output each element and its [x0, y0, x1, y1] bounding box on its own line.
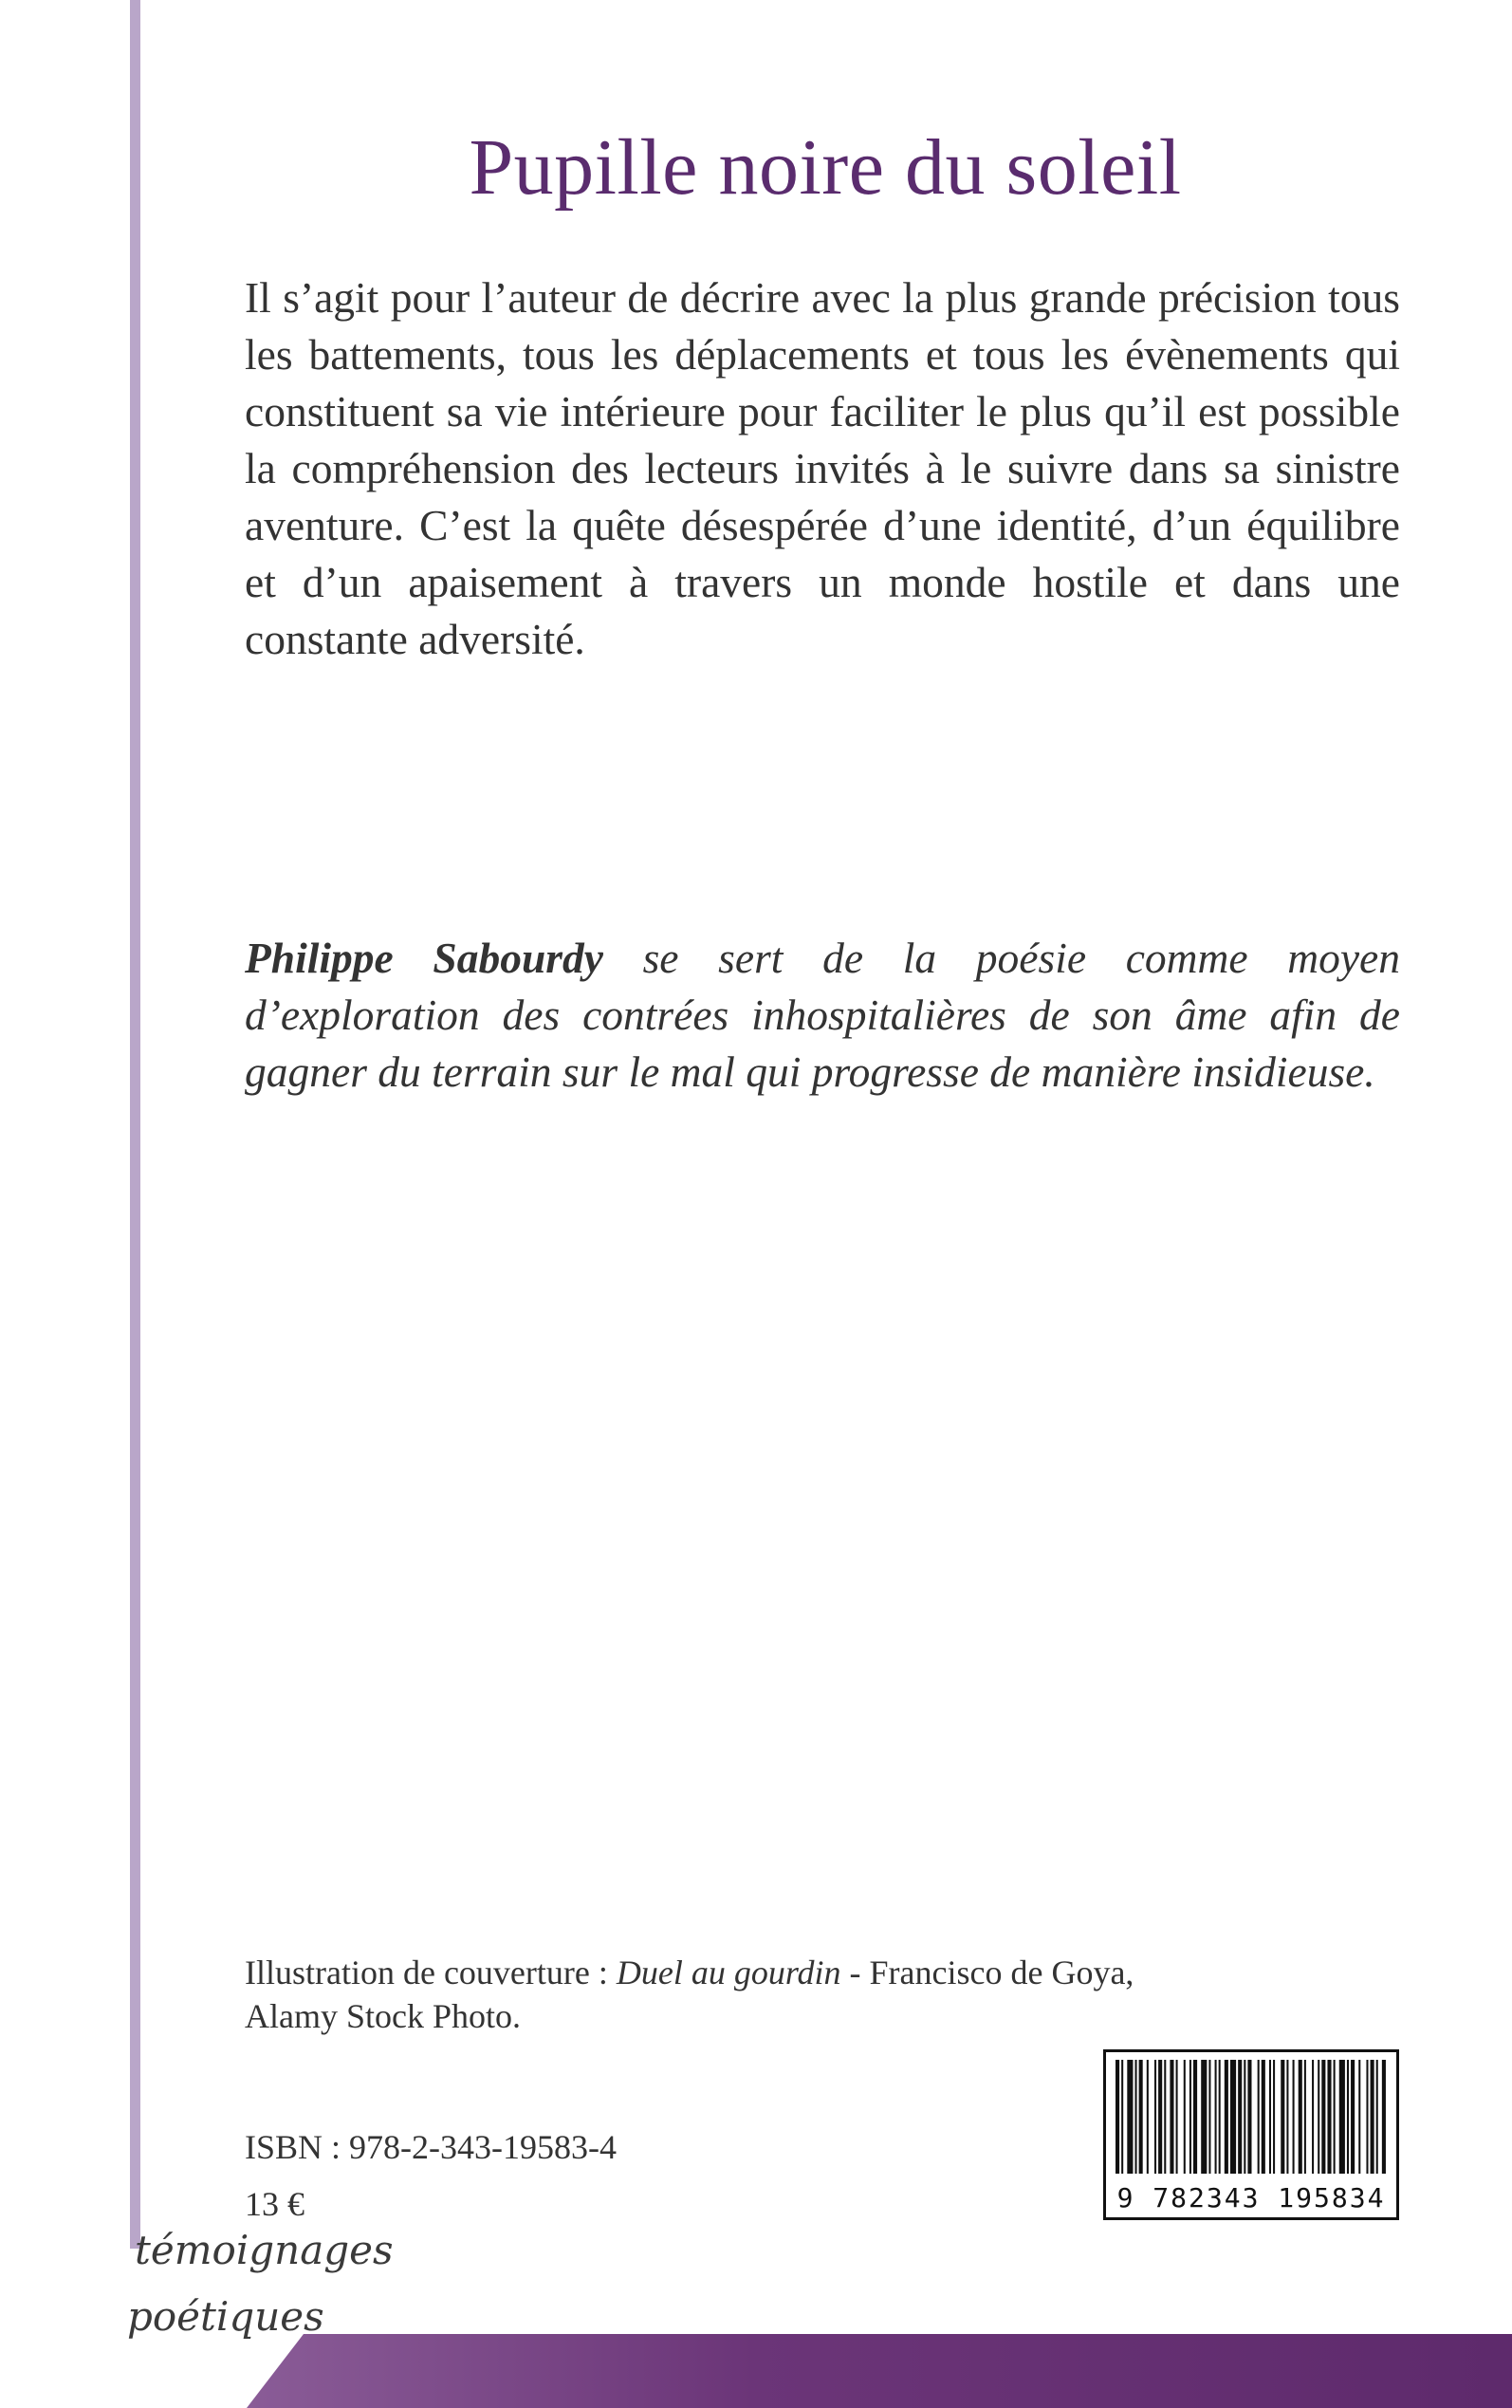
barcode-bar	[1238, 2060, 1242, 2174]
barcode-bar	[1184, 2060, 1186, 2174]
barcode-bar	[1164, 2060, 1166, 2174]
spine-accent-bar	[130, 0, 140, 2249]
author-bio	[245, 930, 1400, 1101]
barcode-bar	[1299, 2060, 1302, 2174]
book-title: Pupille noire du soleil	[469, 123, 1182, 212]
barcode-bar	[1176, 2060, 1178, 2174]
collection-logo	[121, 2224, 406, 2343]
barcode-bar	[1225, 2060, 1228, 2174]
barcode-bar	[1230, 2060, 1236, 2174]
barcode-bar	[1208, 2060, 1210, 2174]
barcode-bar	[1158, 2060, 1162, 2174]
barcode-bar	[1358, 2060, 1360, 2174]
barcode-bar	[1334, 2060, 1336, 2174]
barcode-bar	[1258, 2060, 1260, 2174]
barcode-bar	[1347, 2060, 1349, 2174]
barcode-bar	[1304, 2060, 1306, 2174]
barcode-digits: 9 782343 195834	[1116, 2182, 1386, 2214]
barcode-bar	[1286, 2060, 1288, 2174]
barcode-bar	[1215, 2060, 1217, 2174]
barcode-bar	[1116, 2060, 1119, 2174]
price: 13 €	[245, 2185, 304, 2223]
barcode-bar	[1293, 2060, 1295, 2174]
credit-work-title: Duel au gourdin	[616, 1954, 841, 1991]
barcode-bar	[1219, 2060, 1221, 2174]
barcode-bar	[1366, 2060, 1368, 2174]
barcode-bar	[1281, 2060, 1284, 2174]
barcode-bar	[1147, 2060, 1149, 2174]
barcode-bar	[1135, 2060, 1137, 2174]
barcode-bar	[1273, 2060, 1275, 2174]
barcode-bar	[1247, 2060, 1251, 2174]
collection-name-line2: poétiques	[127, 2293, 324, 2340]
barcode-bar	[1201, 2060, 1207, 2174]
barcode-bar	[1139, 2060, 1143, 2174]
barcode-bar	[1189, 2060, 1191, 2174]
barcode-bar	[1321, 2060, 1325, 2174]
isbn-barcode	[1103, 2049, 1399, 2220]
cover-illustration-credit	[245, 1951, 1193, 2038]
barcode-bar	[1262, 2060, 1265, 2174]
barcode-bar	[1154, 2060, 1156, 2174]
barcode-bar	[1376, 2060, 1378, 2174]
barcode-bar	[1244, 2060, 1245, 2174]
credit-prefix: Illustration de couverture :	[245, 1954, 617, 1991]
barcode-bar	[1170, 2060, 1173, 2174]
barcode-bar	[1121, 2060, 1123, 2174]
barcode-bar	[1312, 2060, 1314, 2174]
barcode-bar	[1371, 2060, 1374, 2174]
barcode-bar	[1382, 2060, 1386, 2174]
barcode-bar	[1193, 2060, 1197, 2174]
author-bio-text: se sert de la poésie comme moyen d’exploration des contrées inhospitalières de son âme afin de gagner du terrain sur le mal qui progresse de manière insidieuse.	[245, 934, 1400, 1096]
barcode-bar	[1318, 2060, 1319, 2174]
credit-suffix: - Francisco de Goya, Alamy Stock Photo.	[245, 1954, 1134, 2035]
bottom-color-band	[247, 2334, 1512, 2408]
collection-name-line1: témoignages	[135, 2227, 394, 2273]
book-blurb: Il s’agit pour l’auteur de décrire avec la plus grande précision tous les battements, tous les déplacements et tous les évènements qui constituent sa vie intérieure pour faciliter le plus qu’il est possible la compréhension des lecteurs invités à le suivre dans sa sinistre aventure. C’est la quête désespérée d’une identité, d’un équilibre et d’un apaisement à travers un monde hostile et dans une constante adversité.	[245, 273, 1400, 663]
barcode-bars	[1116, 2060, 1387, 2174]
barcode-bar	[1327, 2060, 1331, 2174]
isbn-number: ISBN : 978-2-343-19583-4	[245, 2128, 617, 2166]
barcode-bar	[1339, 2060, 1345, 2174]
author-name: Philippe Sabourdy	[245, 934, 603, 982]
barcode-bar	[1127, 2060, 1133, 2174]
barcode-bar	[1269, 2060, 1271, 2174]
barcode-bar	[1351, 2060, 1355, 2174]
